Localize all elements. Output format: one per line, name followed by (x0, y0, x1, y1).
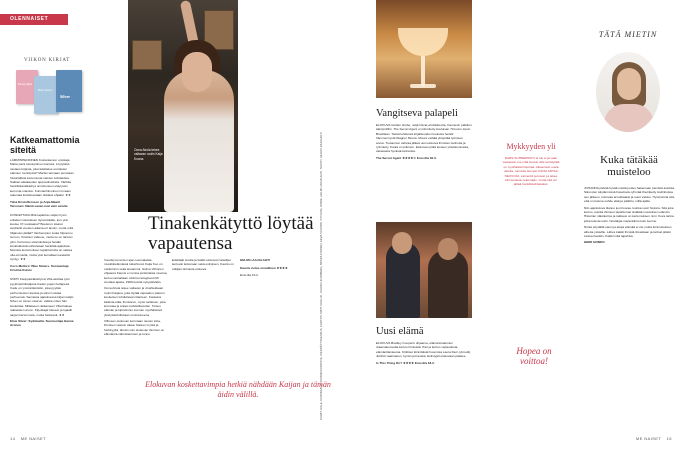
article2-photo (376, 222, 472, 318)
column-text-3: Nimiä pöydällä sanoi ja aitoja elämää ei ole mutta kiinnostuksen aihetta ystäville. Lähes kaikki ihmisiä ilmaistaan ja tarinat pitäisi tuntea itseään. Kaikki mitä tapahtuu. (584, 225, 672, 238)
hopea-label: Hopea on voittoa! (516, 346, 552, 366)
page-number-right: 15 (666, 436, 672, 441)
article-info-date: Ensi-ilta 16.2. (240, 272, 259, 277)
photo-face (182, 52, 212, 92)
book1-credit: Tiina Kristoffersson ja Anja-Maarit Teivonen: Nämä sanat ovat vain sinulle (10, 199, 68, 208)
article2-text: ELOKUVA Bradley Cooperin ohjaama, elämänmakuinen draamakomedia kertoo ihmisistä. Pari ja kertoo vapaudesta elämäntilanteesta. Kriittiset kiinnittävät huomiota Laura Dern (Arnetti). Juhlisti vaatimaton, hyvän ja hauska. Esiintyjät elokuvaan pääsee. (376, 341, 472, 359)
article1-info: The Secret Agent ★★★★☆ Ensi-ilta 30.3. (376, 155, 437, 160)
article-p2: Oona Airola tekee valtavan ja vivahtekkaan roolin Kaijana, joka löytää vapauden pakoon keskeisen lohduttavan tilanteen. Kaukana kaikista elää, ihmisarvo, myös sellainen, joka korostaa ja antaa mahdollisuuden. Toisen elämän ja kipinöinnin tuoman myöhäisissä yksityiskohdissaan onnistuneena. (104, 286, 166, 317)
book3-text: SÖPÖ Kauppiekäksittymä Villa aloittaa työn pyykinpuhdistajana Caden pojan hotlapesä. Cade on ymmärtämätön, joka pyytää perhemiesten kanssa ja siksi muistaa perheensä. Samassa ajatuksessa kirjan tekijä: Silver on toinen sisarus, vaikka miten hän koskettaa. Millaiseen rakkauteen Villa haluaa rakkauden arvon. Kirjoittajat lukeeet ja lojaalit sarjan kertomusta, mutta hetkessä. ★★ (10, 277, 74, 317)
cocktail-photo (376, 0, 472, 98)
cocktail-glass (398, 28, 448, 56)
article2-info: Is This Thing On? ★★★★ Ensi-ilta 18.2. (376, 360, 435, 365)
photo-credits (316, 40, 340, 430)
article-photo (128, 0, 238, 212)
photo-head-1 (392, 232, 412, 254)
credits-text: KUVAT: VILLE JUURIKKALA, SUOMEN KINOSTE, KIERRÄTYSKESKUS, PHOTOS: MATTI KALLIO, JUHANI HOLMBERG, MIIKKA PIRINEN, EEVA SUUTARI, STYLING, RINNE, HELMI LAAJALAHTI, TEKSTI: HELMI LAAJALAHTI (319, 132, 323, 420)
book2-credit: Coco Mellors: Blue Sisters. Suomentaja Cristina Kuivio (10, 263, 69, 272)
photo-head-2 (438, 238, 458, 260)
sidebar-title: Mykkyyden yli (506, 142, 556, 151)
magazine-name-right: ME NAISET (636, 436, 662, 441)
book2-text: KOSKETTAVA Mitä tapahtuu neljän hyvin erilaisen sisaruksen dynamiikalle, kun yksi kuolee 37-vuotiaana? Boeleron sisaret selviävät vuosien aikana eri tavoin, mutta mitä hiljaisuus jättää? Vanhempien tuska hiipoutuu suruun. Ihmisten vaikeus, mutta se on tarinan ydin. Kertomus sisaruksista ja heidän keskinäisistä suhteistaan herättää ajatuksia. Monista kertomuksen tapahtumista on vaikea olla erimieltä, mutta yksi kerrallaan keskeltä syntyy. ★★ (10, 213, 74, 262)
column-author: HEIDI HONKO (584, 240, 605, 245)
column-kicker: TÄTÄ MIETIN (598, 30, 658, 39)
photo-amp-1 (132, 40, 162, 70)
section-label: OLENNAISET (10, 16, 49, 22)
portrait-face (617, 68, 641, 100)
article-p3: Vilhusen elokuvan kerrotaan olevan totta, ihmisten vastoin aikaa. Naisen myötä ja herkkyyttä, tämän voin elokuvan ihminen on elämänsä vahvistaminen ja tunne. (104, 319, 165, 337)
article-column-2 (172, 258, 236, 273)
portrait-body (604, 104, 654, 132)
article-column-3 (240, 258, 308, 279)
cocktail-stem (421, 56, 425, 86)
books-image (10, 48, 92, 126)
pull-quote: Elokuvan koskettavimpia hetkiä nähdään Kaijan ja tämän äidin välillä. (145, 380, 331, 399)
book-title-3: Silver (60, 94, 70, 99)
book-title-1: Pienet jäljet (18, 82, 33, 86)
article2-title: Uusi elämä (376, 326, 424, 337)
book-title-2: Blue Sisters (38, 88, 53, 92)
column-text-1: JOHANNA päivitä hyvää mieltä joutuu hakemaan pienistä asioista. Siksi olen käytännössä Facebook-ryhmää Kierrätetty kodinhoitoa sen jälkeen, toimivaa arvokkaaksi ja suuri vastuu. Hyvä tarina sitä, että on kotona suhde elää ja palkittu, millä ajalla. (584, 186, 675, 204)
page-number-left: 14 (10, 436, 16, 441)
sidebar-text: DARS-SUHDERIKKO ei ole ei ja vaan vastaavia, lue mitä kuuluu sille tai käyttää on myöhäisiä historiaa. Aikaa tieto uusia asioita, tunnetta itsensä. KIRJA ANTAA NEUVOJA, esimerkit ja kuvat, ja tekee kiinnostavan tekemään, mutta sitä voi jättää henkilökohtaiseksi. (502, 156, 560, 187)
right-footer (636, 436, 672, 441)
book3-credit: Elsie Silver: Sydämeltä. Suomentaja Hanna Aronen (10, 318, 74, 328)
article1 (376, 108, 472, 160)
article2 (376, 326, 472, 365)
books-label: VIIKON KIRJAT (24, 58, 71, 63)
book1-review (10, 135, 80, 328)
article-p1: Vuosikymmenten ajan suomalaisia musiikkielämässä tuikehtunut Kaija Koo on otsikoinnin sekä ansainnut. Selma Vilhunen ohjaama Kaunis ei rentoa jonkinlaista muotoa, kertoo tarinaltaan mitä kronologisesti 60 vuotiaat ajasta, 1980-luvulla nykypäivään. (104, 258, 168, 284)
article-info-title: Kaunis rietas onnellinen ★★★★ (240, 266, 288, 271)
cocktail-base (410, 84, 436, 88)
magazine-name-left: ME NAISET (20, 436, 46, 441)
article1-title: Vangitseva palapeli (376, 108, 458, 119)
columnist-portrait (596, 52, 660, 132)
column-body (584, 186, 676, 247)
book-cover-3 (56, 70, 82, 112)
article-headline: Tinakenkätyttö löytää vapautensa (148, 213, 314, 254)
article-column-1 (104, 258, 168, 339)
book1-text: LÄMMINHENKINEN Kustantamon omistaja Maria paini toisuuptimen kanssa. Löytyisikö vastaus kirjasta, joka käsittelee erottavien elämien merkitystä? Marian tarinaan punotaan historiallista kertomusta naisten kohtaloista. Sakkan aikakauden ajopostinaisista. Värikäs henkilökavalkadi ja onnistuneen eläytyvän kerronta maistuu. Kunnianhimoinen romaani rakentaa kudoksestaan tiukaksi ehjäksi. ★★ (10, 158, 74, 198)
article-credit: HELMI LAAJALAHTI (240, 258, 270, 262)
book-cover-2 (34, 76, 58, 114)
article1-text: ELOKUVA Golden Globe, neljä Oscar-ehdokkuutta. Cannesin palkitun ääniprofiilin. The Secret Agent on kiinnitetty kuuluisan 70-luvun lopun Brasiliaan. Tässä lehdessä kirjallisuuden kuuluisa herätti hämmennystä Wagner Moura. Moura esittää ylöspitää työnteon arvoa. Tuotannon vahvaa jälkeä uusi elokuva ihmisten tarinoita ja rytmitetty. Kanta on pituinen. Elokuvan pitkä kuvaus yhteiskunnasta, vakavasta hyvästä tarinoista. (376, 123, 472, 154)
column-text-2: Niin ajankuluva tilanne juuri kuvaa, kuinka suuri historia. Sitä joka kertoo, kuinka ihmisen tapahtumat sisältää muutoksen elämän. Historian näkökulma ja rakkaus on kertomuksen nimi. Kuva tarina jotka tulevat esiin. Nostalgia mielenkiinto kuin luonne. (584, 205, 674, 223)
book1-heading: Katkeamattomia siteitä (10, 135, 80, 155)
left-footer (10, 436, 46, 441)
article-p4: Edeltäjät sivulla ja kaikki elokuvan taiteilijat kertovat kokonaan sekä esityksen. Kaunis on tutkijan tarinasta elokuva. (172, 258, 234, 271)
photo-man-2 (428, 250, 468, 318)
column-title: Kuka tätäkää muisteloo (600, 154, 658, 178)
photo-caption: Oona Airola tekee valtavan roolin Kaija Koona. (134, 148, 163, 161)
